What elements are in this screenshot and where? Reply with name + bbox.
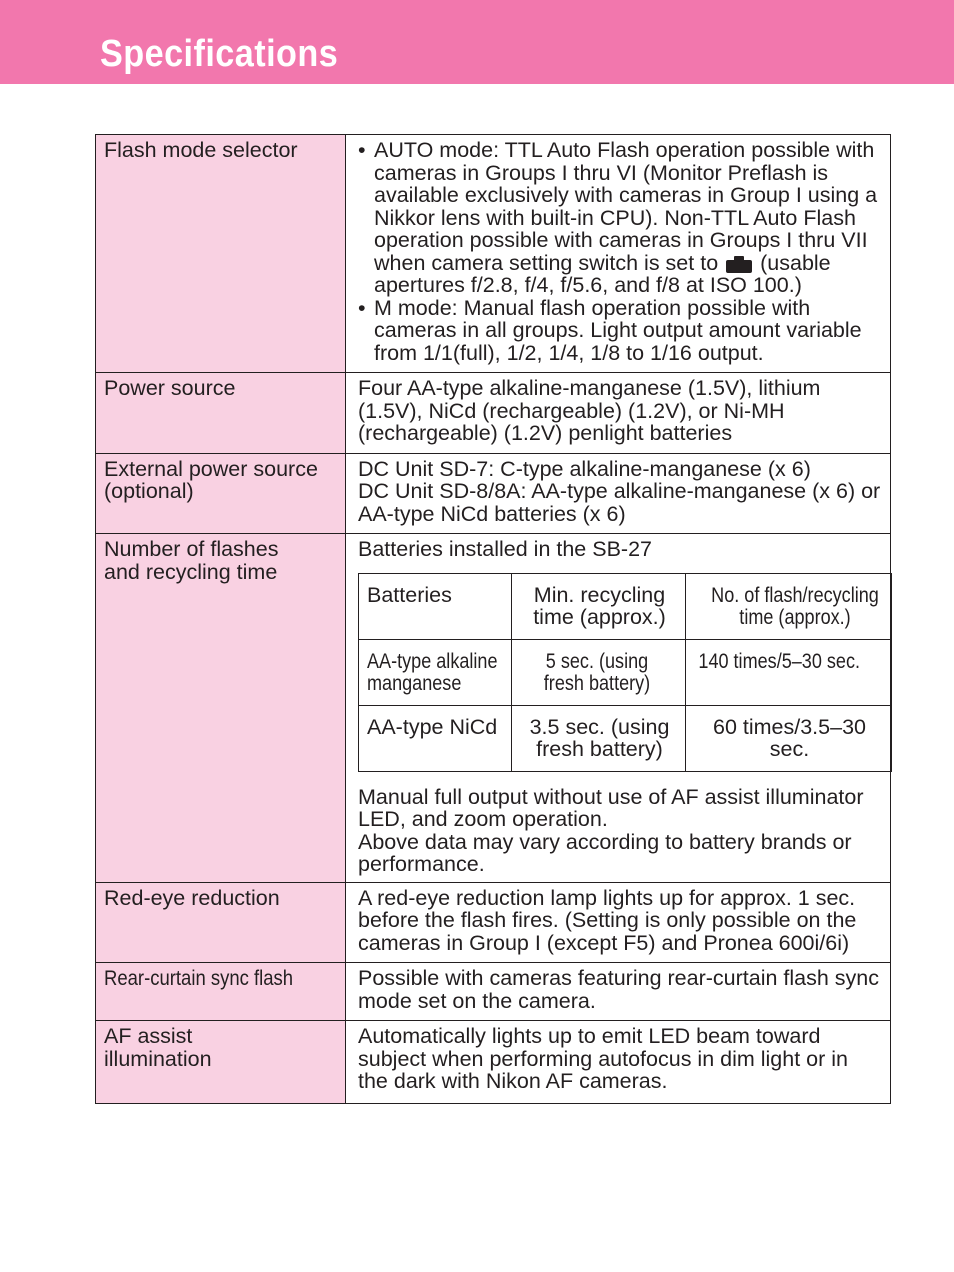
label-line: External power source	[104, 456, 318, 481]
row-value: Automatically lights up to emit LED beam toward subject when performing autofocus in dim light or in the dark with Nikon AF cameras.	[346, 1021, 891, 1104]
label-line: and recycling time	[104, 559, 278, 584]
table-cell: 3.5 sec. (using fresh battery)	[512, 705, 686, 771]
row-value	[346, 453, 891, 534]
row-label: Power source	[96, 373, 346, 454]
table-cell: 60 times/3.5–30 sec.	[686, 705, 892, 771]
column-header-text: No. of flash/recycling time (approx.)	[711, 582, 879, 629]
label-line: (optional)	[104, 479, 194, 503]
value-line: DC Unit SD-8/8A: AA-type alkaline-manganese (x 6) or AA-type NiCd batteries (x 6)	[358, 479, 881, 526]
notes	[358, 786, 882, 876]
recycling-subtable	[358, 573, 892, 772]
table-row	[96, 1021, 891, 1104]
row-label	[96, 453, 346, 534]
value-line: DC Unit SD-7: C-type alkaline-manganese (x 6)	[358, 456, 811, 481]
row-label: Red-eye reduction	[96, 882, 346, 963]
label-line: AF assist	[104, 1024, 193, 1048]
list-item: • M mode: Manual flash operation possible with cameras in all groups. Light output amount variable from 1/1(full), 1/2, 1/4, 1/8 to 1/16 output.	[358, 297, 882, 365]
note-line: Above data may vary according to battery brands or performance.	[358, 829, 852, 876]
cell-text: 5 sec. (using fresh battery)	[543, 648, 651, 695]
specifications-table	[95, 134, 891, 1104]
column-header: Min. recycling time (approx.)	[512, 573, 686, 639]
row-label-text: Rear-curtain sync flash	[104, 966, 294, 990]
table-row	[96, 534, 891, 883]
table-row	[96, 453, 891, 534]
row-value	[346, 135, 891, 373]
table-row	[96, 963, 891, 1021]
cell-text: 140 times/5–30 sec.	[698, 648, 861, 673]
row-label: Flash mode selector	[96, 135, 346, 373]
row-label	[96, 1021, 346, 1104]
column-header	[686, 573, 892, 639]
page-header	[0, 0, 954, 84]
bullet-list	[358, 139, 882, 364]
table-row	[359, 573, 892, 639]
table-row	[96, 135, 891, 373]
page-title: Specifications	[100, 33, 339, 75]
bullet-text: AUTO mode: TTL Auto Flash operation possible with cameras in Groups I thru VI (Monitor Preflash is available exclusively with cameras in Group I using a Nikkor lens with built-in CPU). Non-TTL Auto Flash operation possible with cameras in Groups I thru VII when camera setting switch is set to	[374, 138, 878, 275]
table-row	[359, 639, 892, 705]
table-cell	[512, 639, 686, 705]
subtable-intro: Batteries installed in the SB-27	[358, 537, 652, 561]
bullet-text-tail: (usable apertures f/2.8, f/4, f/5.6, and f/8 at ISO 100.)	[374, 250, 831, 297]
row-value	[346, 534, 891, 883]
camera-icon	[726, 255, 752, 272]
row-label	[96, 534, 346, 883]
row-value: A red-eye reduction lamp lights up for approx. 1 sec. before the flash fires. (Setting is only possible on the cameras in Group I (except F5) and Pronea 600i/6i)	[346, 882, 891, 963]
table-cell	[359, 639, 512, 705]
row-value: Possible with cameras featuring rear-curtain flash sync mode set on the camera.	[346, 963, 891, 1021]
row-value: Four AA-type alkaline-manganese (1.5V), lithium (1.5V), NiCd (rechargeable) (1.2V), or Ni-MH (rechargeable) (1.2V) penlight batteries	[346, 373, 891, 454]
row-label	[96, 963, 346, 1021]
table-row	[96, 373, 891, 454]
label-line: Number of flashes	[104, 537, 279, 561]
list-item	[358, 139, 882, 297]
cell-text: AA-type alkaline manganese	[367, 648, 498, 695]
table-row	[359, 705, 892, 771]
table-cell: AA-type NiCd	[359, 705, 512, 771]
table-row	[96, 882, 891, 963]
table-cell	[686, 639, 892, 705]
column-header: Batteries	[359, 573, 512, 639]
note-line: Manual full output without use of AF assist illuminator LED, and zoom operation.	[358, 784, 864, 831]
label-line: illumination	[104, 1046, 212, 1071]
